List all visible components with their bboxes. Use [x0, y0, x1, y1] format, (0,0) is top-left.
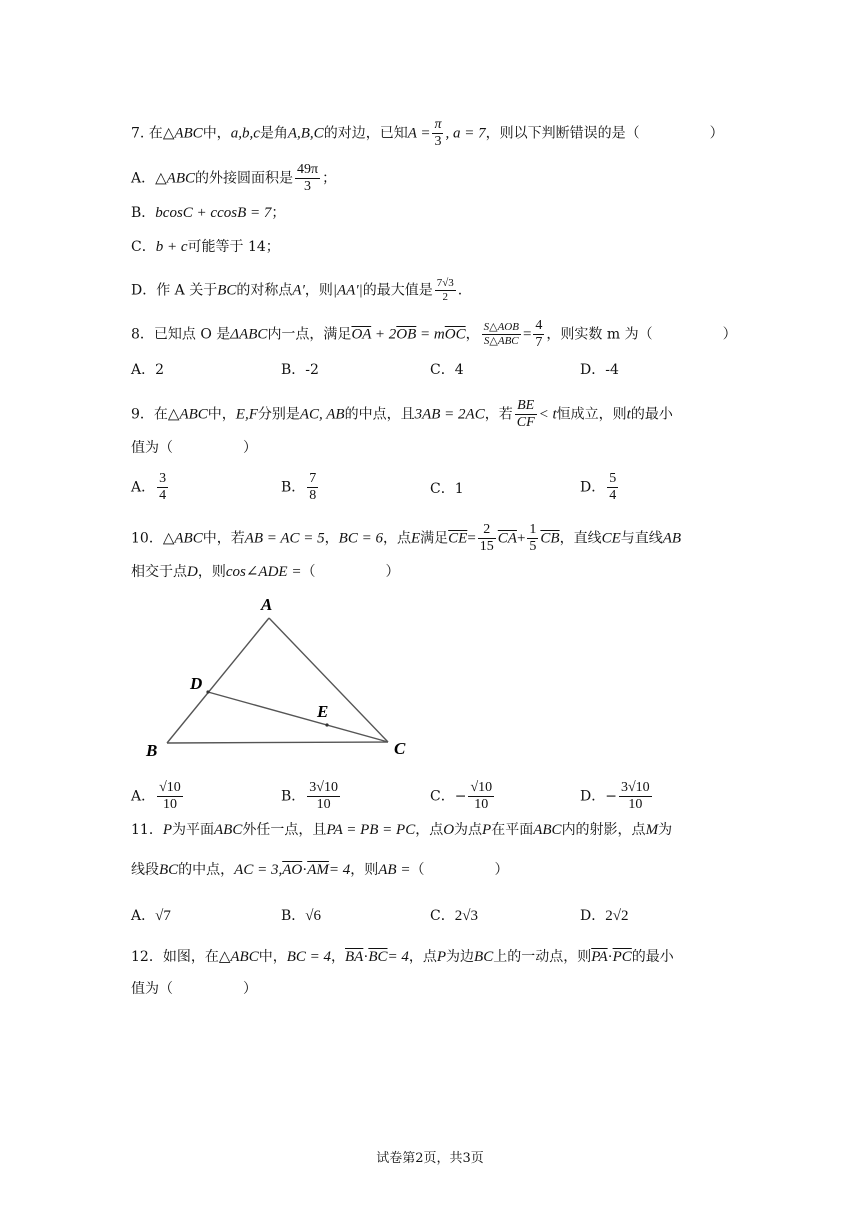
q7-text: ，则以下判断错误的是（ — [485, 125, 640, 142]
q7-max-fraction: $\frac{7√3}{2}$ — [436, 277, 454, 303]
q7-angles: A,B,C — [287, 125, 324, 142]
label-e: E — [317, 702, 329, 721]
q7-cond-b: , a = 7 — [445, 125, 486, 142]
side-bc — [167, 742, 388, 743]
q9-option-c: C．1 — [430, 481, 464, 497]
q8-stem: 8．已知点 O 是ΔABC内一点，满足$\overline{OA} + 2\overline{OB} = m\overline{OC}$， $\frac{\text{S△AOB}}{\text{S△ABC}}$ = $\frac{4}{7}$ ，则实数 m 为（ ） — [131, 318, 737, 350]
page-footer: 试卷第2页，共3页 — [376, 1151, 484, 1166]
q10-triangle-figure — [140, 590, 420, 765]
point-e — [325, 723, 328, 726]
q9-option-a: A． $\frac{3}{4}$ — [131, 471, 167, 503]
q7-area-fraction: $\frac{49\pi}{3}$ — [297, 162, 319, 194]
q7-text: 的对边，已知 — [323, 125, 408, 142]
vector-oc: $\overline{OC}$ — [444, 326, 466, 343]
q7-triangle: △ABC — [155, 170, 195, 187]
q9-ratio: $\frac{BE}{CF}$ — [516, 398, 535, 430]
q7-triangle: △ABC — [162, 125, 203, 142]
q11-stem: 11．P为平面ABC外任一点，且PA = PB = PC，点O为点P在平面ABC内的射影，点M为 — [131, 822, 673, 838]
q12-stem: 12．如图，在△ABC中，BC = 4，$\overline{BA}\cdot\overline{BC}= 4$，点P为边BC上的一动点，则$\overline{PA}\cdot\overline{PC}$的最小 — [131, 949, 674, 965]
label-b: B — [146, 741, 158, 760]
q7-text: 中， — [202, 125, 231, 142]
q9-stem: 9．在△ABC中，E,F分别是AC, AB的中点，且3AB = 2AC，若 $\frac{BE}{CF}$ < t恒成立，则t的最小 — [131, 398, 673, 430]
q9-option-d: D． $\frac{5}{4}$ — [580, 471, 617, 503]
q9-stem-line2: 值为（ ） — [131, 440, 257, 456]
q11-stem-line2: 线段BC的中点，AC = $3,\overline{AO}\cdot\overline{AM}= 4$，则AB =（ ） — [131, 862, 509, 878]
q7-sides: a,b,c — [230, 125, 260, 142]
q7-stem — [131, 117, 724, 150]
segment-cd — [208, 692, 388, 742]
q10-option-c: C．− $\frac{√10}{10}$ — [430, 780, 493, 812]
q8-option-a: A．2 — [131, 362, 165, 378]
vector-ob: $\overline{OB}$ — [396, 326, 417, 343]
q8-option-d: D．-4 — [580, 362, 619, 378]
q10-option-d: D．− $\frac{3√10}{10}$ — [580, 780, 650, 812]
q11-option-b: B．√6 — [281, 908, 322, 924]
q10-stem-line2: 相交于点D，则cos∠ADE =（ ） — [131, 564, 400, 580]
q7-pi-fraction: $\frac{\pi}{3}$ — [434, 117, 442, 149]
q8-option-b: B．-2 — [281, 362, 319, 378]
q8-option-c: C．4 — [430, 362, 464, 378]
q7-option-d: D．作 A 关于BC的对称点A′，则|AA′|的最大值是 $\frac{7√3}{2}$ . — [131, 277, 463, 303]
q7-cond: A = — [407, 125, 431, 142]
q9-option-b: B． $\frac{7}{8}$ — [281, 471, 317, 503]
vector-oa: $\overline{OA}$ — [351, 326, 372, 343]
q10-stem: 10．△ABC中，若AB = AC = 5，BC = 6，点E满足$\overline{CE}=$ $\frac{2}{15}$ $\overline{CA}+$ $\frac{1}{5}$ $\overline{CB}$，直线CE与直线AB — [131, 522, 682, 554]
label-d: D — [190, 674, 203, 693]
label-a: A — [261, 595, 273, 614]
label-c: C — [394, 739, 406, 758]
q7-text: 是角 — [259, 125, 288, 142]
q11-option-d: D．2√2 — [580, 908, 629, 924]
q8-ratio-value: $\frac{4}{7}$ — [535, 318, 543, 350]
side-ab — [167, 618, 269, 743]
q11-option-c: C．2√3 — [430, 908, 478, 924]
q7-option-b: B．bcosC + ccosB = 7； — [131, 205, 286, 221]
side-ac — [269, 618, 388, 742]
q7-text: 7. 在 — [131, 125, 163, 142]
q10-option-b: B． $\frac{3√10}{10}$ — [281, 780, 338, 812]
q12-stem-line2: 值为（ ） — [131, 981, 257, 997]
q7-close: ） — [709, 125, 724, 142]
q8-area-ratio: $\frac{\text{S△AOB}}{\text{S△ABC}}$ — [483, 321, 519, 347]
q7-option-a: A．△ABC的外接圆面积是 $\frac{49\pi}{3}$ ； — [131, 162, 337, 194]
q7-option-c: C．b + c可能等于 14； — [131, 239, 280, 255]
q10-option-a: A． $\frac{√10}{10}$ — [131, 780, 181, 812]
point-d — [206, 690, 209, 693]
q11-option-a: A．√7 — [131, 908, 171, 924]
